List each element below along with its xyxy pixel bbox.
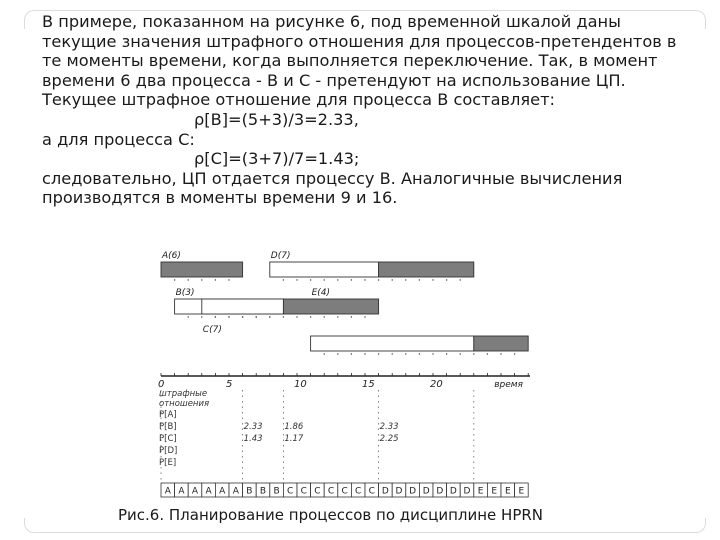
tick-dot xyxy=(337,316,338,317)
ratio-header: штрафные xyxy=(159,389,208,399)
tick-dot xyxy=(215,279,216,280)
tick-dot xyxy=(228,316,229,317)
tick-dot xyxy=(378,279,379,280)
conclusion: следовательно, ЦП отдается процессу В. Аналогичные вычисления производятся в моменты времени 9 и 16. xyxy=(42,168,623,208)
sequence-letter: A xyxy=(191,486,199,497)
tick-dot xyxy=(364,353,365,354)
tick-dot xyxy=(324,353,325,354)
ratio-value: 2.33 xyxy=(379,422,399,432)
tick-dot xyxy=(296,279,297,280)
process-label: D(7) xyxy=(270,251,291,261)
tick-dot xyxy=(324,316,325,317)
tick-dot xyxy=(460,279,461,280)
tick-dot xyxy=(487,353,488,354)
tick-dot xyxy=(419,279,420,280)
tick-dot xyxy=(432,279,433,280)
tick-dot xyxy=(269,316,270,317)
wait-bar xyxy=(311,336,474,351)
axis-tick-label: 10 xyxy=(294,379,307,390)
ratio-header: отношения xyxy=(159,399,210,409)
run-bar xyxy=(474,336,528,351)
sequence-letter: D xyxy=(409,486,417,497)
axis-tick-label: 0 xyxy=(158,379,165,390)
tick-dot xyxy=(215,316,216,317)
sequence-letter: C xyxy=(287,486,294,497)
process-label: B(3) xyxy=(175,288,195,298)
sequence-letter: D xyxy=(436,486,444,497)
tick-dot xyxy=(337,353,338,354)
axis-tick-label: 15 xyxy=(362,379,375,390)
sequence-letter: C xyxy=(314,486,321,497)
axis-label: время xyxy=(494,380,523,390)
tick-dot xyxy=(201,316,202,317)
tick-dot xyxy=(473,353,474,354)
tick-dot xyxy=(310,279,311,280)
sequence-letter: C xyxy=(341,486,348,497)
process-label: E(4) xyxy=(311,288,331,298)
tick-dot xyxy=(392,353,393,354)
tick-dot xyxy=(405,279,406,280)
wait-bar xyxy=(202,299,284,314)
sequence-letter: B xyxy=(273,486,280,497)
sequence-letter: A xyxy=(164,486,171,497)
axis-tick-label: 20 xyxy=(430,379,443,390)
tick-dot xyxy=(242,316,243,317)
formula-b: ρ[B]=(5+3)/3=2.33, xyxy=(194,109,359,129)
sequence-letter: D xyxy=(463,486,471,497)
ratio-row-label: P[C] xyxy=(159,434,177,444)
sequence-letter: C xyxy=(300,486,307,497)
tick-dot xyxy=(446,353,447,354)
tick-dot xyxy=(378,353,379,354)
tick-dot xyxy=(174,279,175,280)
ratio-value: 2.33 xyxy=(243,422,263,432)
tick-dot xyxy=(514,353,515,354)
tick-dot xyxy=(446,279,447,280)
tick-dot xyxy=(419,353,420,354)
ratio-value: 1.86 xyxy=(284,422,304,432)
ratio-row-label: P[E] xyxy=(159,458,177,468)
sequence-letter: E xyxy=(477,486,484,497)
tick-dot xyxy=(405,353,406,354)
sequence-letter: B xyxy=(246,486,253,497)
sequence-letter: C xyxy=(327,486,335,497)
run-bar xyxy=(283,299,378,314)
sequence-letter: E xyxy=(491,486,498,497)
tick-dot xyxy=(296,316,297,317)
sequence-letter: A xyxy=(205,486,212,497)
tick-dot xyxy=(364,279,365,280)
ratio-row-label: P[A] xyxy=(159,410,177,420)
axis-tick-label: 5 xyxy=(226,379,233,390)
tick-dot xyxy=(351,316,352,317)
ratio-row-label: P[D] xyxy=(159,446,178,456)
sequence-letter: A xyxy=(232,486,239,497)
tick-dot xyxy=(228,279,229,280)
ratio-value: 1.43 xyxy=(243,434,263,444)
sequence-letter: E xyxy=(504,486,511,497)
ratio-value: 1.17 xyxy=(284,434,304,444)
tick-dot xyxy=(188,279,189,280)
tick-dot xyxy=(310,316,311,317)
tick-dot xyxy=(337,279,338,280)
slide-text xyxy=(42,12,692,208)
sequence-letter: D xyxy=(449,486,457,497)
tick-dot xyxy=(188,316,189,317)
sequence-letter: D xyxy=(422,486,430,497)
tick-dot xyxy=(500,353,501,354)
sequence-letter: B xyxy=(259,486,267,497)
tick-dot xyxy=(351,279,352,280)
formula-c: ρ[C]=(3+7)/7=1.43; xyxy=(194,149,360,169)
paragraph: В примере, показанном на рисунке 6, под временной шкалой даны текущие значения штрафного отношения для процессов-претендентов в те моменты времени, когда выполняется переключение. Так, в момент времени 6 два процесса - В и С - претендуют на использование ЦП. Текущее штрафное отношение для процесса В составляет: xyxy=(42,12,677,110)
tick-dot xyxy=(324,279,325,280)
tick-dot xyxy=(364,316,365,317)
tick-dot xyxy=(460,353,461,354)
process-label: A(6) xyxy=(162,251,181,261)
tick-dot xyxy=(432,353,433,354)
sequence-letter: D xyxy=(395,486,403,497)
ratio-row-label: P[B] xyxy=(159,422,177,432)
run-bar xyxy=(379,262,474,277)
sequence-letter: C xyxy=(355,486,362,497)
line-c: а для процесса С: xyxy=(42,129,195,149)
sequence-letter: C xyxy=(368,486,375,497)
sequence-letter: A xyxy=(219,486,226,497)
tick-dot xyxy=(283,316,284,317)
run-bar xyxy=(161,262,243,277)
ratio-value: 2.25 xyxy=(379,434,399,444)
figure-caption: Рис.6. Планирование процессов по дисциплине HPRN xyxy=(118,506,544,524)
sequence-letter: A xyxy=(178,486,185,497)
tick-dot xyxy=(256,316,257,317)
tick-dot xyxy=(392,279,393,280)
tick-dot xyxy=(351,353,352,354)
tick-dot xyxy=(283,279,284,280)
sequence-letter: E xyxy=(518,486,525,497)
process-label: C(7) xyxy=(202,325,222,335)
wait-bar xyxy=(270,262,379,277)
tick-dot xyxy=(201,279,202,280)
scheduling-diagram xyxy=(150,245,530,505)
sequence-letter: D xyxy=(381,486,389,497)
